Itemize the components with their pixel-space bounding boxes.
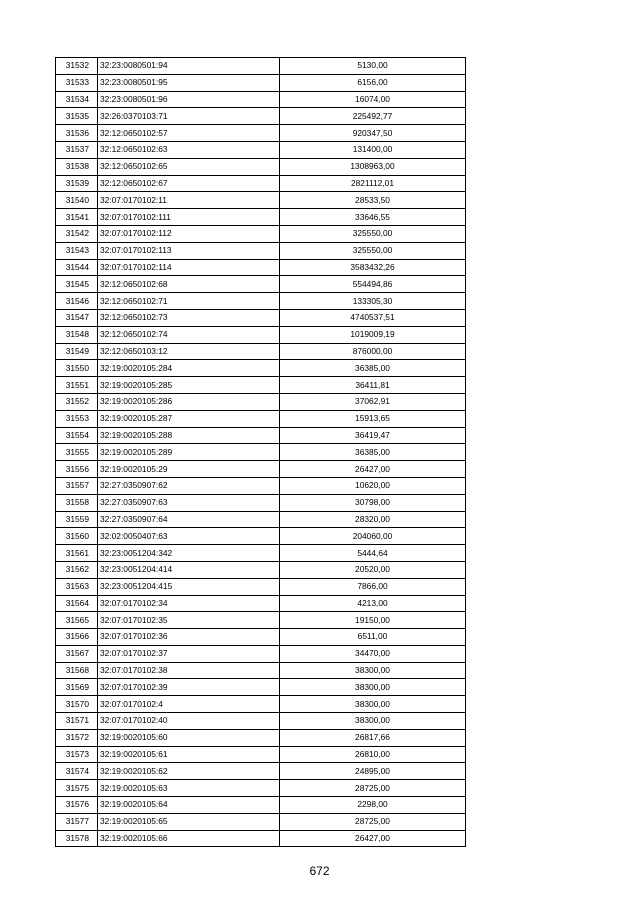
cadastral-number-cell: 32:23:0080501:95 (98, 74, 280, 91)
table-row (56, 125, 466, 142)
table-row (56, 780, 466, 797)
table-row (56, 410, 466, 427)
value-cell: 26427,00 (280, 830, 466, 847)
row-number-cell: 31576 (56, 797, 98, 814)
value-cell: 38300,00 (280, 679, 466, 696)
cadastral-number-cell: 32:12:0650102:73 (98, 309, 280, 326)
row-number-cell: 31566 (56, 629, 98, 646)
value-cell: 5444,64 (280, 545, 466, 562)
value-cell: 26817,66 (280, 729, 466, 746)
cadastral-number-cell: 32:07:0170102:35 (98, 612, 280, 629)
row-number-cell: 31561 (56, 545, 98, 562)
row-number-cell: 31544 (56, 259, 98, 276)
row-number-cell: 31546 (56, 293, 98, 310)
cadastral-number-cell: 32:07:0170102:36 (98, 629, 280, 646)
value-cell: 37062,91 (280, 393, 466, 410)
value-cell: 24895,00 (280, 763, 466, 780)
row-number-cell: 31551 (56, 377, 98, 394)
cadastral-number-cell: 32:19:0020105:288 (98, 427, 280, 444)
table-row (56, 595, 466, 612)
value-cell: 4740537,51 (280, 309, 466, 326)
row-number-cell: 31577 (56, 813, 98, 830)
cadastral-number-cell: 32:02:0050407:63 (98, 528, 280, 545)
cadastral-number-cell: 32:07:0170102:111 (98, 209, 280, 226)
value-cell: 225492,77 (280, 108, 466, 125)
table-row (56, 545, 466, 562)
value-cell: 876000,00 (280, 343, 466, 360)
table-row (56, 393, 466, 410)
table-row (56, 696, 466, 713)
row-number-cell: 31560 (56, 528, 98, 545)
cadastral-number-cell: 32:07:0170102:40 (98, 713, 280, 730)
cadastral-number-cell: 32:19:0020105:62 (98, 763, 280, 780)
cadastral-value-table (55, 57, 466, 847)
value-cell: 920347,50 (280, 125, 466, 142)
row-number-cell: 31565 (56, 612, 98, 629)
value-cell: 33646,55 (280, 209, 466, 226)
table-row (56, 813, 466, 830)
table-row (56, 225, 466, 242)
cadastral-number-cell: 32:07:0170102:38 (98, 662, 280, 679)
table-row (56, 645, 466, 662)
row-number-cell: 31535 (56, 108, 98, 125)
row-number-cell: 31558 (56, 494, 98, 511)
table-row (56, 578, 466, 595)
row-number-cell: 31542 (56, 225, 98, 242)
value-cell: 6156,00 (280, 74, 466, 91)
table-row (56, 477, 466, 494)
table-row (56, 360, 466, 377)
table-row (56, 242, 466, 259)
row-number-cell: 31567 (56, 645, 98, 662)
table-row (56, 58, 466, 75)
row-number-cell: 31548 (56, 326, 98, 343)
value-cell: 26810,00 (280, 746, 466, 763)
row-number-cell: 31543 (56, 242, 98, 259)
row-number-cell: 31559 (56, 511, 98, 528)
row-number-cell: 31545 (56, 276, 98, 293)
table-row (56, 141, 466, 158)
cadastral-number-cell: 32:27:0350907:62 (98, 477, 280, 494)
cadastral-number-cell: 32:19:0020105:64 (98, 797, 280, 814)
table-row (56, 797, 466, 814)
row-number-cell: 31552 (56, 393, 98, 410)
table-row (56, 175, 466, 192)
cadastral-number-cell: 32:23:0080501:94 (98, 58, 280, 75)
cadastral-number-cell: 32:07:0170102:4 (98, 696, 280, 713)
cadastral-number-cell: 32:19:0020105:287 (98, 410, 280, 427)
table-row (56, 377, 466, 394)
value-cell: 133305,30 (280, 293, 466, 310)
cadastral-number-cell: 32:19:0020105:284 (98, 360, 280, 377)
row-number-cell: 31533 (56, 74, 98, 91)
row-number-cell: 31547 (56, 309, 98, 326)
value-cell: 15913,65 (280, 410, 466, 427)
table-row (56, 494, 466, 511)
value-cell: 1019009,19 (280, 326, 466, 343)
table-row (56, 326, 466, 343)
cadastral-number-cell: 32:27:0350907:63 (98, 494, 280, 511)
value-cell: 36385,00 (280, 360, 466, 377)
table-row (56, 612, 466, 629)
cadastral-number-cell: 32:19:0020105:66 (98, 830, 280, 847)
value-cell: 28533,50 (280, 192, 466, 209)
value-cell: 1308963,00 (280, 158, 466, 175)
value-cell: 38300,00 (280, 696, 466, 713)
cadastral-number-cell: 32:12:0650102:71 (98, 293, 280, 310)
cadastral-number-cell: 32:27:0350907:64 (98, 511, 280, 528)
row-number-cell: 31537 (56, 141, 98, 158)
cadastral-number-cell: 32:23:0051204:415 (98, 578, 280, 595)
value-cell: 26427,00 (280, 461, 466, 478)
value-cell: 36411,81 (280, 377, 466, 394)
value-cell: 3583432,26 (280, 259, 466, 276)
table-row (56, 729, 466, 746)
table-row (56, 158, 466, 175)
value-cell: 131400,00 (280, 141, 466, 158)
table-row (56, 830, 466, 847)
table-row (56, 293, 466, 310)
cadastral-number-cell: 32:23:0051204:342 (98, 545, 280, 562)
cadastral-number-cell: 32:07:0170102:113 (98, 242, 280, 259)
cadastral-number-cell: 32:12:0650102:68 (98, 276, 280, 293)
value-cell: 28725,00 (280, 813, 466, 830)
table-body (56, 58, 466, 847)
table-row (56, 511, 466, 528)
cadastral-number-cell: 32:19:0020105:63 (98, 780, 280, 797)
cadastral-number-cell: 32:07:0170102:11 (98, 192, 280, 209)
cadastral-number-cell: 32:12:0650102:67 (98, 175, 280, 192)
table-row (56, 192, 466, 209)
cadastral-number-cell: 32:23:0080501:96 (98, 91, 280, 108)
table-row (56, 276, 466, 293)
row-number-cell: 31555 (56, 444, 98, 461)
row-number-cell: 31554 (56, 427, 98, 444)
cadastral-number-cell: 32:12:0650102:57 (98, 125, 280, 142)
cadastral-number-cell: 32:07:0170102:114 (98, 259, 280, 276)
cadastral-number-cell: 32:19:0020105:289 (98, 444, 280, 461)
table-row (56, 444, 466, 461)
cadastral-number-cell: 32:12:0650103:12 (98, 343, 280, 360)
row-number-cell: 31571 (56, 713, 98, 730)
row-number-cell: 31536 (56, 125, 98, 142)
table-row (56, 679, 466, 696)
row-number-cell: 31534 (56, 91, 98, 108)
cadastral-number-cell: 32:19:0020105:286 (98, 393, 280, 410)
value-cell: 36385,00 (280, 444, 466, 461)
value-cell: 28320,00 (280, 511, 466, 528)
row-number-cell: 31562 (56, 561, 98, 578)
cadastral-number-cell: 32:19:0020105:285 (98, 377, 280, 394)
row-number-cell: 31556 (56, 461, 98, 478)
page-number: 672 (309, 864, 330, 878)
row-number-cell: 31578 (56, 830, 98, 847)
row-number-cell: 31549 (56, 343, 98, 360)
table-row (56, 309, 466, 326)
value-cell: 4213,00 (280, 595, 466, 612)
table-row (56, 713, 466, 730)
cadastral-number-cell: 32:07:0170102:34 (98, 595, 280, 612)
cadastral-number-cell: 32:19:0020105:60 (98, 729, 280, 746)
value-cell: 204060,00 (280, 528, 466, 545)
row-number-cell: 31574 (56, 763, 98, 780)
row-number-cell: 31570 (56, 696, 98, 713)
row-number-cell: 31575 (56, 780, 98, 797)
value-cell: 554494,86 (280, 276, 466, 293)
value-cell: 6511,00 (280, 629, 466, 646)
cadastral-number-cell: 32:19:0020105:65 (98, 813, 280, 830)
value-cell: 5130,00 (280, 58, 466, 75)
table-row (56, 108, 466, 125)
row-number-cell: 31564 (56, 595, 98, 612)
value-cell: 2821112,01 (280, 175, 466, 192)
cadastral-number-cell: 32:19:0020105:29 (98, 461, 280, 478)
value-cell: 38300,00 (280, 713, 466, 730)
row-number-cell: 31572 (56, 729, 98, 746)
row-number-cell: 31553 (56, 410, 98, 427)
value-cell: 19150,00 (280, 612, 466, 629)
value-cell: 2298,00 (280, 797, 466, 814)
cadastral-number-cell: 32:26:0370103:71 (98, 108, 280, 125)
row-number-cell: 31557 (56, 477, 98, 494)
row-number-cell: 31569 (56, 679, 98, 696)
table-row (56, 629, 466, 646)
row-number-cell: 31538 (56, 158, 98, 175)
value-cell: 30798,00 (280, 494, 466, 511)
table-row (56, 763, 466, 780)
value-cell: 36419,47 (280, 427, 466, 444)
table-row (56, 259, 466, 276)
table-row (56, 662, 466, 679)
row-number-cell: 31568 (56, 662, 98, 679)
table-row (56, 528, 466, 545)
value-cell: 20520,00 (280, 561, 466, 578)
table-row (56, 91, 466, 108)
value-cell: 16074,00 (280, 91, 466, 108)
table-row (56, 427, 466, 444)
cadastral-number-cell: 32:12:0650102:74 (98, 326, 280, 343)
value-cell: 38300,00 (280, 662, 466, 679)
value-cell: 325550,00 (280, 225, 466, 242)
table-row (56, 74, 466, 91)
value-cell: 34470,00 (280, 645, 466, 662)
table-row (56, 209, 466, 226)
table-row (56, 561, 466, 578)
row-number-cell: 31573 (56, 746, 98, 763)
row-number-cell: 31541 (56, 209, 98, 226)
cadastral-number-cell: 32:07:0170102:37 (98, 645, 280, 662)
row-number-cell: 31563 (56, 578, 98, 595)
table-row (56, 746, 466, 763)
value-cell: 325550,00 (280, 242, 466, 259)
value-cell: 28725,00 (280, 780, 466, 797)
row-number-cell: 31550 (56, 360, 98, 377)
value-cell: 10620,00 (280, 477, 466, 494)
cadastral-number-cell: 32:12:0650102:63 (98, 141, 280, 158)
table-row (56, 461, 466, 478)
row-number-cell: 31532 (56, 58, 98, 75)
cadastral-number-cell: 32:23:0051204:414 (98, 561, 280, 578)
row-number-cell: 31539 (56, 175, 98, 192)
cadastral-number-cell: 32:19:0020105:61 (98, 746, 280, 763)
cadastral-number-cell: 32:07:0170102:112 (98, 225, 280, 242)
cadastral-number-cell: 32:12:0650102:65 (98, 158, 280, 175)
row-number-cell: 31540 (56, 192, 98, 209)
value-cell: 7866,00 (280, 578, 466, 595)
cadastral-number-cell: 32:07:0170102:39 (98, 679, 280, 696)
table-row (56, 343, 466, 360)
